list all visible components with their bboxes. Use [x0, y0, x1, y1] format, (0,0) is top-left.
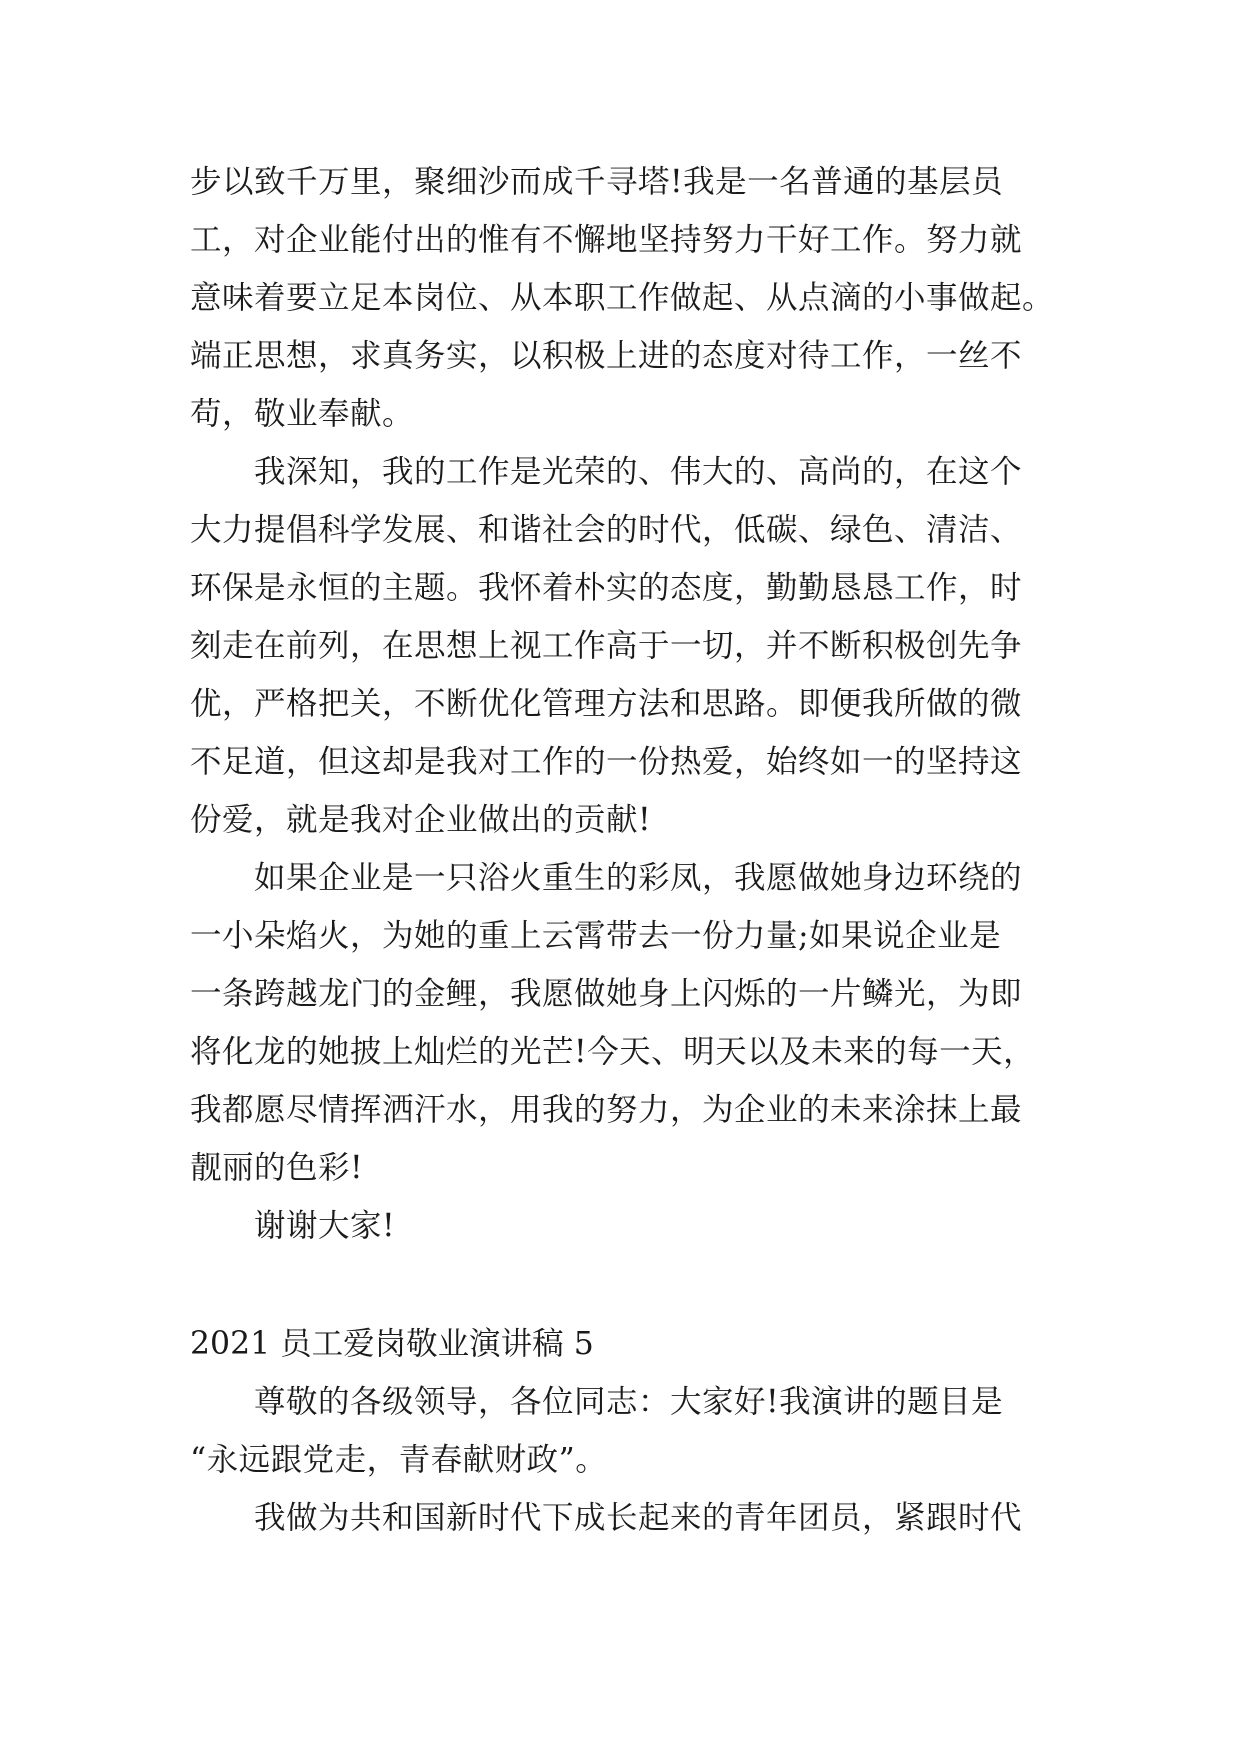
text-line: 一小朵焰火，为她的重上云霄带去一份力量;如果说企业是 — [190, 918, 1002, 954]
section-heading: 2021 员工爱岗敬业演讲稿 5 — [190, 1326, 594, 1362]
text-line: 工，对企业能付出的惟有不懈地坚持努力干好工作。努力就 — [190, 222, 1023, 258]
text-line: 刻走在前列，在思想上视工作高于一切，并不断积极创先争 — [190, 628, 1023, 664]
paragraph-first-line: 尊敬的各级领导，各位同志：大家好!我演讲的题目是 — [254, 1384, 1004, 1420]
text-line: 优，严格把关，不断优化管理方法和思路。即便我所做的微 — [190, 686, 1023, 722]
paragraph-first-line: 如果企业是一只浴火重生的彩凤，我愿做她身边环绕的 — [254, 860, 1023, 896]
text-line: “永远跟党走，青春献财政”。 — [190, 1442, 608, 1478]
text-line: 份爱，就是我对企业做出的贡献! — [190, 802, 652, 838]
text-line: 靓丽的色彩! — [190, 1150, 364, 1186]
text-line: 我都愿尽情挥洒汗水，用我的努力，为企业的未来涂抹上最 — [190, 1092, 1023, 1128]
paragraph-first-line: 我深知，我的工作是光荣的、伟大的、高尚的，在这个 — [254, 454, 1023, 490]
text-line: 意味着要立足本岗位、从本职工作做起、从点滴的小事做起。 — [190, 280, 1055, 316]
paragraph-first-line: 我做为共和国新时代下成长起来的青年团员，紧跟时代 — [254, 1500, 1023, 1536]
text-line: 将化龙的她披上灿烂的光芒!今天、明天以及未来的每一天， — [190, 1034, 1036, 1070]
text-line: 大力提倡科学发展、和谐社会的时代，低碳、绿色、清洁、 — [190, 512, 1023, 548]
text-line: 端正思想，求真务实，以积极上进的态度对待工作，一丝不 — [190, 338, 1023, 374]
text-line: 一条跨越龙门的金鲤，我愿做她身上闪烁的一片鳞光，为即 — [190, 976, 1023, 1012]
text-line: 不足道，但这却是我对工作的一份热爱，始终如一的坚持这 — [190, 744, 1023, 780]
text-line: 环保是永恒的主题。我怀着朴实的态度，勤勤恳恳工作，时 — [190, 570, 1023, 606]
text-line: 苟，敬业奉献。 — [190, 396, 415, 432]
text-line: 步以致千万里，聚细沙而成千寻塔!我是一名普通的基层员 — [190, 164, 1004, 200]
paragraph-first-line: 谢谢大家! — [254, 1208, 396, 1244]
